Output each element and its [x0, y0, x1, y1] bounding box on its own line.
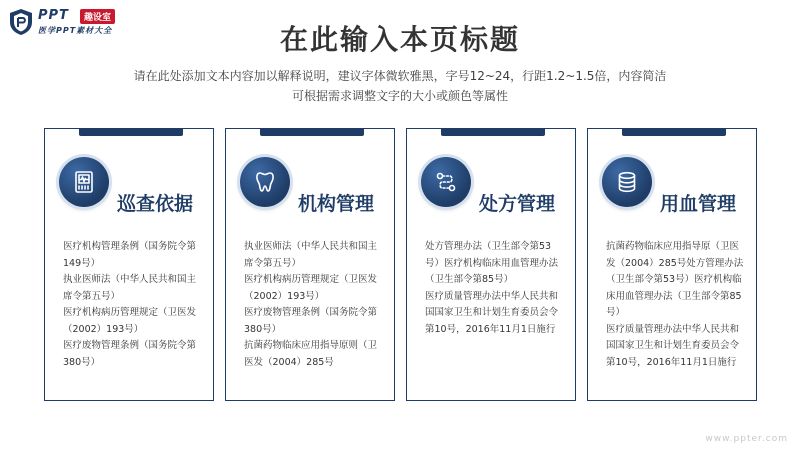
card-line: 医疗机构病历管理规定（卫医发（2002）193号）: [244, 274, 378, 302]
card-tab: [441, 128, 545, 136]
subtitle-line-2: 可根据需求调整文字的大小或颜色等属性: [291, 89, 508, 103]
card-line: 医疗机构病历管理规定（卫医发（2002）193号）: [63, 307, 197, 335]
card-title: 机构管理: [298, 193, 375, 215]
card-line: 医疗质量管理办法中华人民共和国国家卫生和计划生育委员会令第10号，2016年11月1日施行: [425, 290, 559, 335]
card-line: 执业医师法（中华人民共和国主席令第五号）: [244, 241, 378, 269]
card-title: 处方管理: [479, 193, 556, 215]
card-line: 医疗废物管理条例（国务院令第380号）: [244, 307, 378, 335]
tooth-icon: [253, 170, 277, 194]
route-icon: [434, 170, 458, 194]
icon-circle: [421, 157, 471, 207]
card-line: 医疗废物管理条例（国务院令第380号）: [63, 340, 197, 368]
card-line: 执业医师法（中华人民共和国主席令第五号）: [63, 274, 197, 302]
subtitle-line-1: 请在此处添加文本内容加以解释说明，建议字体微软雅黑，字号12~24，行距1.2~1.5倍，内容简洁: [133, 69, 667, 83]
card-body: [425, 239, 565, 338]
logo-text: PPT: [38, 8, 69, 23]
page-subtitle: [90, 66, 710, 106]
card-title: 巡查依据: [117, 193, 194, 215]
card-prescription-management: [406, 128, 576, 401]
database-icon: [615, 170, 639, 194]
card-inspection-basis: [44, 128, 214, 401]
card-tab: [79, 128, 183, 136]
card-body: [606, 239, 746, 371]
card-body: [244, 239, 384, 371]
logo-subtitle: 医学PPT素材大全: [38, 26, 113, 35]
card-institution-management: [225, 128, 395, 401]
card-line: 医疗质量管理办法中华人民共和国国家卫生和计划生育委员会令第10号，2016年11月1日施行: [606, 323, 740, 368]
icon-circle: [602, 157, 652, 207]
card-tab: [260, 128, 364, 136]
page-title: 在此输入本页标题: [279, 23, 520, 56]
monitor-heartbeat-icon: [72, 170, 96, 194]
card-body: [63, 239, 203, 371]
card-blood-management: [587, 128, 757, 401]
card-line: 抗菌药物临床应用指导原则（卫医发（2004）285号: [244, 340, 378, 368]
card-line: 医疗机构管理条例（国务院令第149号）: [63, 241, 197, 269]
watermark: www.ppter.com: [705, 434, 788, 444]
card-tab: [622, 128, 726, 136]
card-line: 抗菌药物临床应用指导原（卫医发（2004）285号处方管理办法（卫生部令第53号）医疗机构临床用血管理办法（卫生部令第85号）: [606, 241, 744, 318]
card-title: 用血管理: [660, 193, 737, 215]
logo-tag: 趣设室: [80, 9, 115, 24]
icon-circle: [240, 157, 290, 207]
icon-circle: [59, 157, 109, 207]
card-line: 处方管理办法（卫生部令第53号）医疗机构临床用血管理办法（卫生部令第85号）: [425, 241, 559, 285]
